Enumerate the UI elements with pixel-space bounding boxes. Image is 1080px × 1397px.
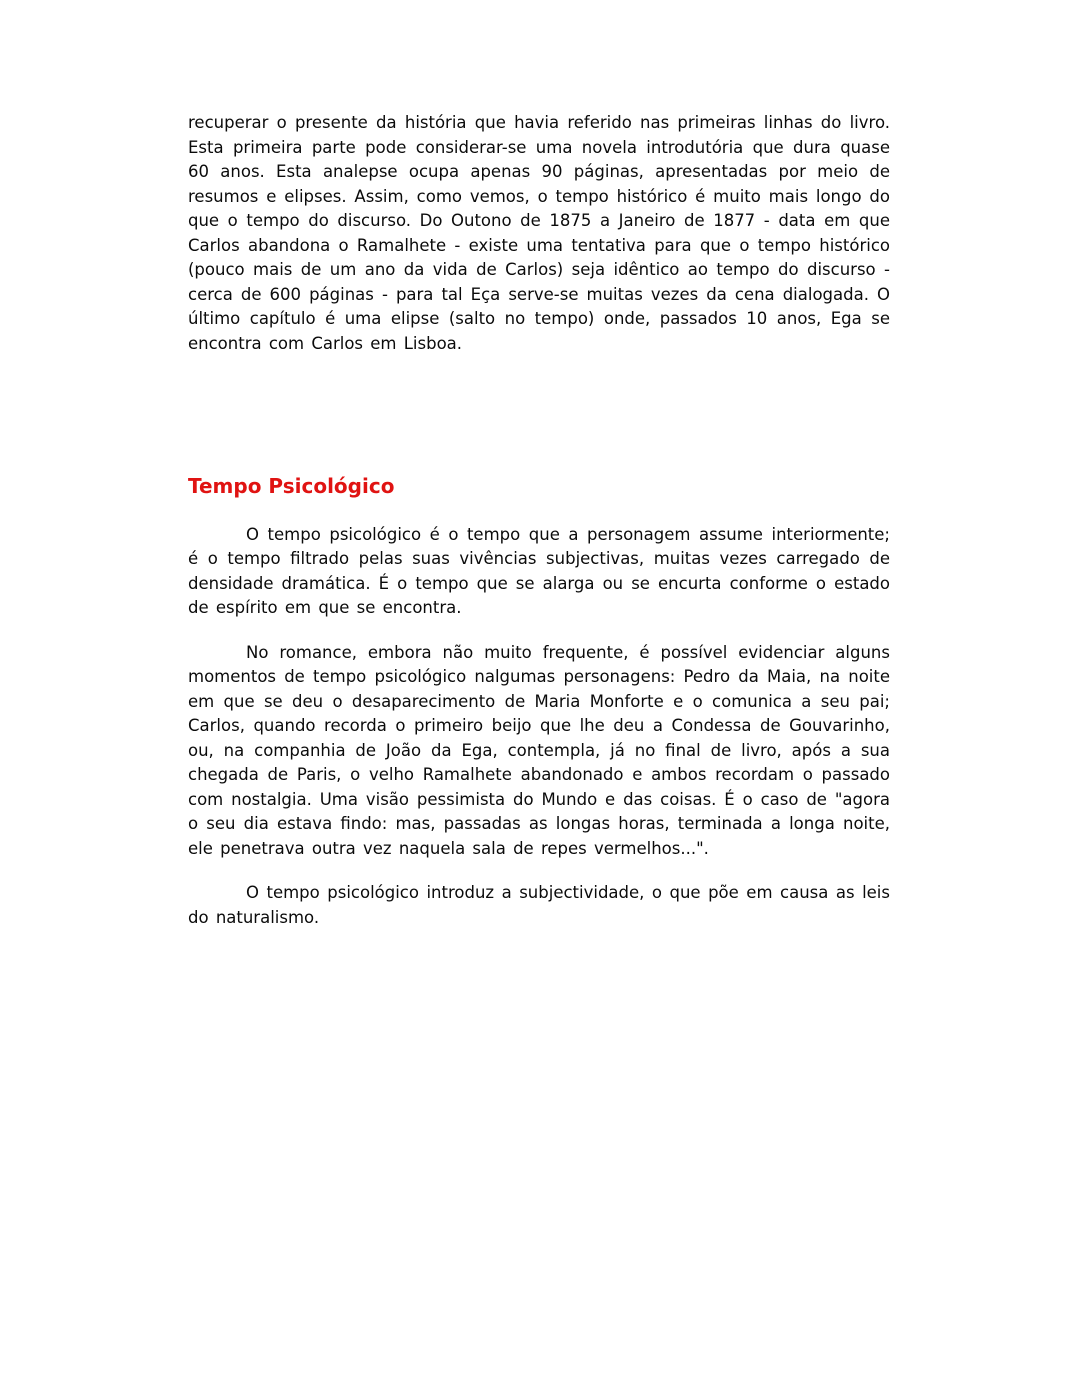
section-heading-tempo-psicologico: Tempo Psicológico (188, 474, 395, 498)
paragraph-tempo-psicologico-conclusion: O tempo psicológico introduz a subjectividade, o que põe em causa as leis do naturalismo. (188, 883, 890, 927)
text-column (188, 111, 890, 930)
paragraph-tempo-psicologico-definition: O tempo psicológico é o tempo que a personagem assume interiormente; é o tempo filtrado pelas suas vivências subjectivas, muitas vezes carregado de densidade dramática. É o tempo que se alarga ou se encurta conforme o estado de espírito em que se encontra. (188, 524, 890, 617)
paragraph-tempo-historico-continuation: recuperar o presente da história que havia referido nas primeiras linhas do livro. Esta primeira parte pode considerar-se uma novela introdutória que dura quase 60 anos. Esta analepse ocupa apenas 90 páginas, apresentadas por meio de resumos e elipses. Assim, como vemos, o tempo histórico é muito mais longo do que o tempo do discurso. Do Outono de 1875 a Janeiro de 1877 - data em que Carlos abandona o Ramalhete - existe uma tentativa para que o tempo histórico (pouco mais de um ano da vida de Carlos) seja idêntico ao tempo do discurso - cerca de 600 páginas - para tal Eça serve-se muitas vezes da cena dialogada. O último capítulo é uma elipse (salto no tempo) onde, passados 10 anos, Ega se encontra com Carlos em Lisboa. (188, 113, 890, 353)
paragraph-tempo-psicologico-examples: No romance, embora não muito frequente, é possível evidenciar alguns momentos de tempo psicológico nalgumas personagens: Pedro da Maia, na noite em que se deu o desaparecimento de Maria Monforte e o comunica a seu pai; Carlos, quando recorda o primeiro beijo que lhe deu a Condessa de Gouvarinho, ou, na companhia de João da Ega, contempla, já no final de livro, após a sua chegada de Paris, o velho Ramalhete abandonado e ambos recordam o passado com nostalgia. Uma visão pessimista do Mundo e das coisas. É o caso de "agora o seu dia estava findo: mas, passadas as longas horas, terminada a longa noite, ele penetrava outra vez naquela sala de repes vermelhos...". (188, 642, 890, 858)
